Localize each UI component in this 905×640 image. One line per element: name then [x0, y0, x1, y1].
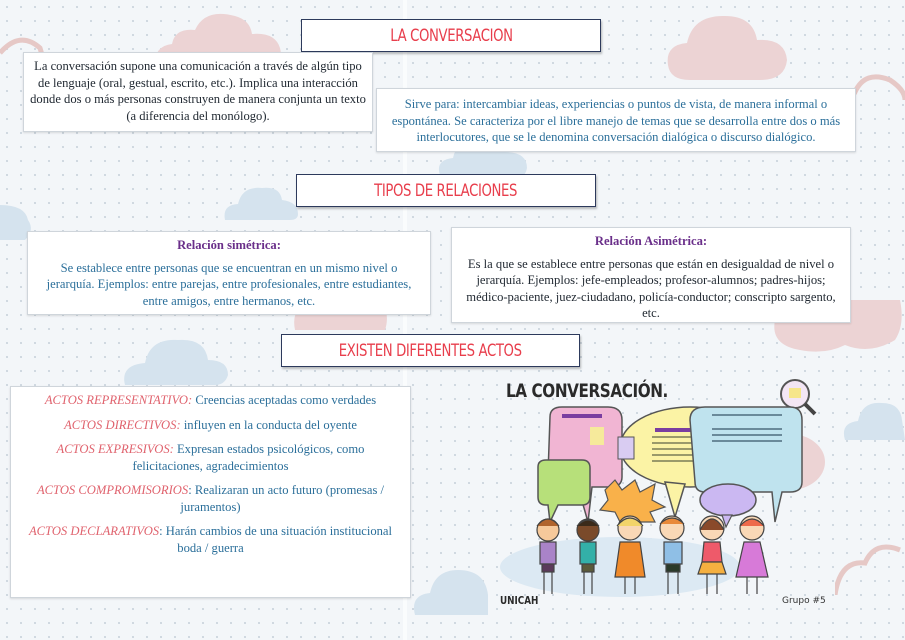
- act-name: ACTOS EXPRESIVOS:: [56, 442, 174, 456]
- purpose-text: Sirve para: intercambiar ideas, experiencias o puntos de vista, de manera informal o espontánea. Se caracteriza por el libre manejo de temas que se desarrolla entre dos o más interlocutores, que se le denomina conversación dialógica o discurso dialógico.: [391, 97, 841, 144]
- acts-title-box: [281, 334, 580, 367]
- symmetric-heading: Relación simétrica:: [177, 238, 281, 252]
- symmetric-text: Se establece entre personas que se encuentran en un mismo nivel o jerarquía. Ejemplos: entre parejas, entre profesionales, entre estudiantes, entre amigos, entre hermanos, etc.: [46, 260, 412, 308]
- act-item-compromisorios: ACTOS COMPROMISORIOS: Realizaran un acto futuro (promesas / juramentos): [36, 483, 385, 514]
- acts-title: EXISTEN DIFERENTES ACTOS: [339, 340, 522, 361]
- act-name: ACTOS DIRECTIVOS:: [64, 417, 181, 432]
- asymmetric-relation-card: [451, 227, 851, 323]
- kids-talking-illustration: [490, 372, 830, 622]
- cloud-decoration: [410, 555, 490, 615]
- relations-title-box: [296, 174, 596, 207]
- main-title: LA CONVERSACION: [389, 25, 513, 46]
- act-description: Realizaran un acto futuro (promesas / juramentos): [180, 483, 385, 514]
- act-description: Harán cambios de una situación institucional boda / guerra: [165, 524, 393, 555]
- illustration-footer-group: Grupo #5: [782, 596, 826, 606]
- act-item-declarativos: ACTOS DECLARATIVOS: Harán cambios de una situación institucional boda / guerra: [28, 524, 393, 555]
- conversation-illustration: [490, 372, 830, 622]
- act-item-representativo: [17, 392, 404, 409]
- act-name: ACTOS DECLARATIVOS: [28, 524, 160, 538]
- asymmetric-heading: Relación Asimétrica:: [594, 234, 708, 248]
- purpose-card: [376, 88, 856, 152]
- illustration-title: LA CONVERSACIÓN.: [506, 380, 668, 402]
- illustration-footer-unicah: UNICAH: [500, 594, 539, 607]
- act-item-directivos: [17, 417, 404, 434]
- act-name: ACTOS COMPROMISORIOS: [36, 483, 189, 497]
- act-description: Expresan estados psicológicos, como felicitaciones, agradecimientos: [132, 442, 365, 473]
- cloud-decoration: [220, 180, 300, 220]
- main-title-box: [301, 19, 601, 52]
- relations-title: TIPOS DE RELACIONES: [374, 180, 518, 201]
- act-name: ACTOS REPRESENTATIVO:: [44, 393, 193, 407]
- definition-text: La conversación supone una comunicación a través de algún tipo de lenguaje (oral, gestual, escrito, etc.). Implica una interacción donde dos o más personas construyen de manera conjunta un texto (a diferencia del monólogo).: [30, 59, 366, 123]
- act-description: influyen en la conducta del oyente: [183, 417, 357, 432]
- acts-card: [10, 386, 411, 598]
- symmetric-relation-card: [27, 231, 431, 315]
- act-description: Creencias aceptadas como verdades: [195, 393, 377, 407]
- cloud-decoration: [665, 10, 790, 80]
- act-item-expresivos: [17, 441, 404, 474]
- cloud-decoration: [120, 330, 230, 385]
- definition-card: [23, 52, 373, 132]
- cloud-decoration: [840, 395, 905, 440]
- asymmetric-text: Es la que se establece entre personas que están en desigualdad de nivel o jerarquía. Ejemplos: jefe-empleados; profesor-alumnos; padres-hijos; médico-paciente, juez-ciudadano, policía-conductor; conscripto sargento, etc.: [466, 256, 836, 320]
- cloud-outline-decoration: [835, 535, 905, 595]
